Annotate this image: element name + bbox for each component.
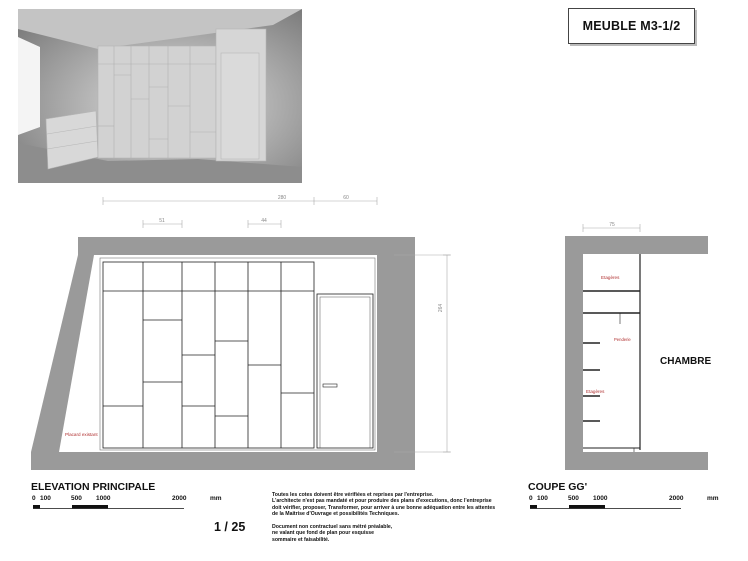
dim-col-b-label: 44 <box>261 218 267 224</box>
right-wall <box>377 255 415 452</box>
scale-label-1000: 1000 <box>96 495 111 502</box>
notes-block-1 <box>272 492 512 518</box>
section-back-wall <box>565 254 583 452</box>
room-label: CHAMBRE <box>660 356 712 367</box>
section-ceiling <box>565 236 708 254</box>
section-heading: COUPE GG' <box>528 481 588 493</box>
section-scale-unit: mm <box>707 495 719 502</box>
dim-total-label: 280 <box>277 195 287 201</box>
section-scale-label-500: 500 <box>568 495 579 502</box>
dim-depth-label: 75 <box>609 222 615 228</box>
elevation-heading: ELEVATION PRINCIPALE <box>31 481 156 493</box>
sheet-title: MEUBLE M3-1/2 <box>568 8 695 44</box>
scale-label-500: 500 <box>71 495 82 502</box>
note-line: sommaire et faisabilité. <box>272 536 330 543</box>
note-line: ne valant que fond de plan pour esquisse <box>272 530 375 537</box>
scale-bar-elevation <box>33 505 184 509</box>
note-line: Toutes les cotes doivent être vérifiées et reprises par l'entreprise. <box>272 492 434 498</box>
wardrobe-elevation <box>100 258 375 450</box>
note-line: L'architecte n'est pas mandaté et pour produire des plans d'executions, donc l'entreprise <box>272 498 492 505</box>
scale-bar-section <box>530 505 681 509</box>
scale-unit: mm <box>210 495 222 502</box>
dim-height-label: 264 <box>438 303 444 313</box>
ceiling-slab <box>78 237 415 255</box>
shelves-label: Etagères <box>586 389 605 394</box>
dim-col-a-label: 51 <box>159 218 165 224</box>
scale-label-2000: 2000 <box>172 495 187 502</box>
notes-block-2 <box>272 524 432 543</box>
section-scale-label-0: 0 <box>529 495 533 502</box>
section-scale-label-1000: 1000 <box>593 495 608 502</box>
section-scale-label-2000: 2000 <box>669 495 684 502</box>
section-wardrobe <box>583 254 640 452</box>
existing-cupboard-label: Placard existant <box>65 432 98 437</box>
dim-side-label: 60 <box>343 195 349 201</box>
section-walls <box>565 236 708 470</box>
shelves-top-label: Etagères <box>601 275 620 280</box>
note-line: Document non contractuel sans métré préalable, <box>272 524 393 530</box>
left-sloped-wall <box>31 255 94 452</box>
hanging-rod-label: Penderie <box>614 337 631 342</box>
note-line: de la Maitrise d'Ouvrage et possibilités Techniques. <box>272 511 400 518</box>
floor-slab <box>31 452 415 470</box>
section-scale-label-100: 100 <box>537 495 548 502</box>
note-line: doit vérifier, proposer, Transformer, pour arriver à une bonne adéquation entre les attentes <box>272 504 496 511</box>
scale-label-0: 0 <box>32 495 36 502</box>
scale-label-100: 100 <box>40 495 51 502</box>
page-number: 1 / 25 <box>214 520 246 534</box>
section-floor <box>565 452 708 470</box>
